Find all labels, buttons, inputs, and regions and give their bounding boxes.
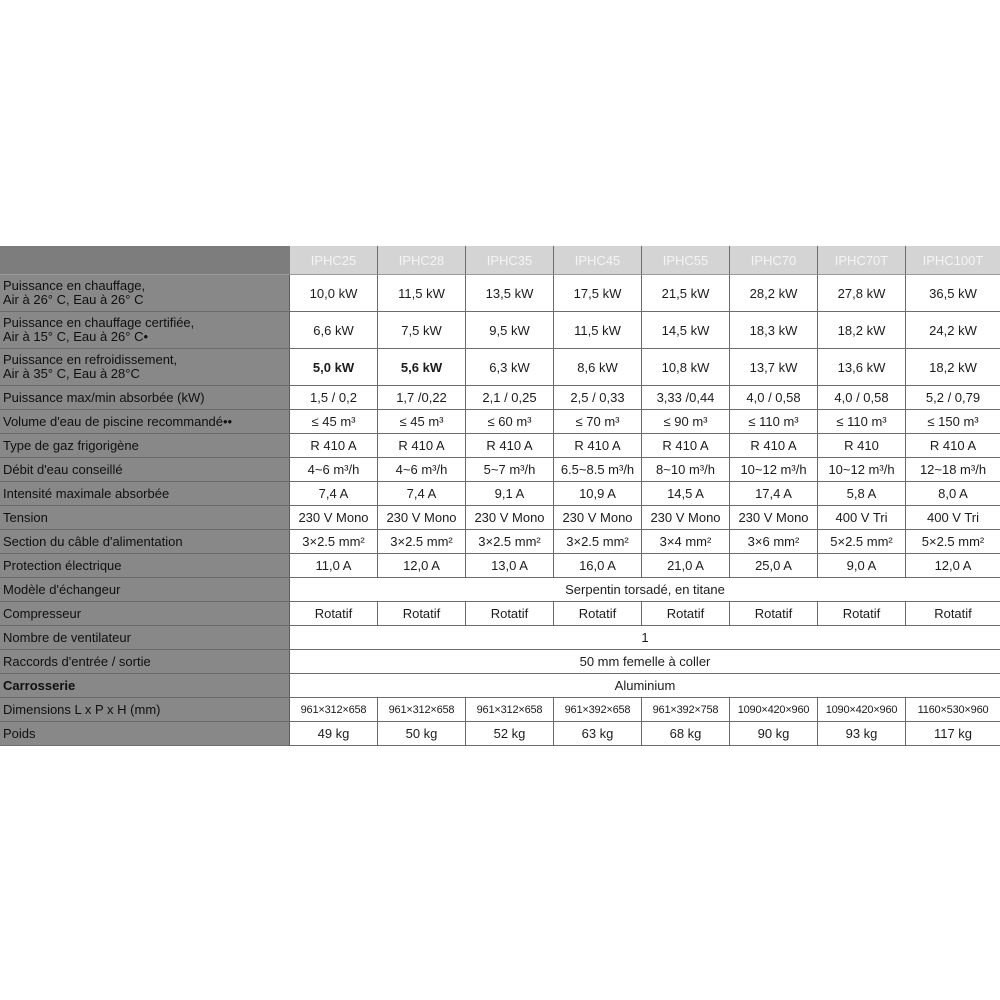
spec-value: 6.5~8.5 m³/h (554, 458, 642, 482)
spec-label-line: Compresseur (3, 605, 82, 621)
spec-value: ≤ 150 m³ (906, 410, 1000, 434)
spec-value: Rotatif (818, 602, 906, 626)
spec-value: 36,5 kW (906, 275, 1000, 312)
spec-label (0, 674, 290, 698)
spec-row (0, 458, 1000, 482)
spec-value-merged: 1 (290, 626, 1000, 650)
spec-row (0, 410, 1000, 434)
spec-value: 18,2 kW (906, 349, 1000, 386)
spec-value: 230 V Mono (466, 506, 554, 530)
spec-body (0, 275, 1000, 746)
spec-value: 13,0 A (466, 554, 554, 578)
spec-value: ≤ 70 m³ (554, 410, 642, 434)
spec-value: 5,8 A (818, 482, 906, 506)
spec-value: 7,4 A (378, 482, 466, 506)
spec-label (0, 386, 290, 410)
spec-label-line: Nombre de ventilateur (3, 629, 131, 645)
model-header: IPHC35 (466, 246, 554, 275)
spec-label-line: Section du câble d'alimentation (3, 533, 183, 549)
spec-value: 230 V Mono (378, 506, 466, 530)
spec-value: 8,6 kW (554, 349, 642, 386)
spec-value: 400 V Tri (906, 506, 1000, 530)
spec-value: 13,7 kW (730, 349, 818, 386)
spec-label-line: Air à 26° C, Eau à 26° C (3, 292, 144, 307)
spec-value: R 410 A (466, 434, 554, 458)
spec-value: 93 kg (818, 722, 906, 746)
spec-value: 63 kg (554, 722, 642, 746)
spec-value: Rotatif (642, 602, 730, 626)
spec-value: 5×2.5 mm² (818, 530, 906, 554)
spec-row (0, 602, 1000, 626)
spec-value: 3,33 /0,44 (642, 386, 730, 410)
spec-value: 9,5 kW (466, 312, 554, 349)
spec-value: 4~6 m³/h (290, 458, 378, 482)
model-header: IPHC28 (378, 246, 466, 275)
spec-value: R 410 A (554, 434, 642, 458)
spec-value: 2,5 / 0,33 (554, 386, 642, 410)
spec-row (0, 434, 1000, 458)
spec-label (0, 722, 290, 746)
spec-value: 21,0 A (642, 554, 730, 578)
spec-row (0, 482, 1000, 506)
spec-value: ≤ 45 m³ (290, 410, 378, 434)
spec-value: 230 V Mono (642, 506, 730, 530)
spec-value: 4~6 m³/h (378, 458, 466, 482)
spec-value: 10,9 A (554, 482, 642, 506)
spec-value: 4,0 / 0,58 (818, 386, 906, 410)
spec-label (0, 578, 290, 602)
spec-value: Rotatif (906, 602, 1000, 626)
spec-value: R 410 A (378, 434, 466, 458)
spec-value: 117 kg (906, 722, 1000, 746)
spec-row (0, 506, 1000, 530)
spec-label (0, 698, 290, 722)
spec-value: 5~7 m³/h (466, 458, 554, 482)
spec-value: 4,0 / 0,58 (730, 386, 818, 410)
spec-value: 1160×530×960 (906, 698, 1000, 722)
spec-label-line: Modèle d'échangeur (3, 581, 121, 597)
header-corner (0, 246, 290, 275)
spec-label (0, 602, 290, 626)
spec-value: R 410 (818, 434, 906, 458)
spec-value-merged: Serpentin torsadé, en titane (290, 578, 1000, 602)
spec-value: ≤ 45 m³ (378, 410, 466, 434)
spec-row (0, 698, 1000, 722)
spec-value: 3×2.5 mm² (378, 530, 466, 554)
model-header: IPHC25 (290, 246, 378, 275)
spec-label (0, 410, 290, 434)
spec-value: 3×4 mm² (642, 530, 730, 554)
spec-label-line: Dimensions L x P x H (mm) (3, 701, 161, 717)
spec-value: R 410 A (290, 434, 378, 458)
spec-value: 13,6 kW (818, 349, 906, 386)
spec-value: 11,0 A (290, 554, 378, 578)
spec-value: 961×392×758 (642, 698, 730, 722)
spec-value: Rotatif (730, 602, 818, 626)
spec-label (0, 530, 290, 554)
spec-value: 1,5 / 0,2 (290, 386, 378, 410)
spec-label (0, 458, 290, 482)
spec-value: ≤ 110 m³ (730, 410, 818, 434)
spec-value: 14,5 A (642, 482, 730, 506)
spec-label (0, 312, 290, 349)
spec-row (0, 626, 1000, 650)
spec-value: 400 V Tri (818, 506, 906, 530)
spec-value: 961×312×658 (466, 698, 554, 722)
spec-value: 12,0 A (906, 554, 1000, 578)
spec-value: 25,0 A (730, 554, 818, 578)
spec-value: ≤ 110 m³ (818, 410, 906, 434)
spec-label (0, 434, 290, 458)
spec-value: Rotatif (554, 602, 642, 626)
spec-label-line: Type de gaz frigorigène (3, 437, 139, 453)
model-header: IPHC55 (642, 246, 730, 275)
spec-value: 6,3 kW (466, 349, 554, 386)
spec-value: 28,2 kW (730, 275, 818, 312)
spec-value: 230 V Mono (554, 506, 642, 530)
spec-label-line: Tension (3, 509, 48, 525)
header-row (0, 246, 1000, 275)
spec-value: 21,5 kW (642, 275, 730, 312)
spec-row (0, 530, 1000, 554)
spec-value: 27,8 kW (818, 275, 906, 312)
spec-value: 68 kg (642, 722, 730, 746)
spec-value: 16,0 A (554, 554, 642, 578)
spec-value: 6,6 kW (290, 312, 378, 349)
spec-label-line: Air à 35° C, Eau à 28°C (3, 366, 140, 381)
spec-label-line: Intensité maximale absorbée (3, 485, 170, 501)
spec-value: 5,2 / 0,79 (906, 386, 1000, 410)
spec-label-line: Puissance en refroidissement, (3, 352, 178, 367)
spec-value: 12~18 m³/h (906, 458, 1000, 482)
spec-value: 8~10 m³/h (642, 458, 730, 482)
model-header: IPHC70T (818, 246, 906, 275)
spec-value: 17,4 A (730, 482, 818, 506)
spec-value: ≤ 60 m³ (466, 410, 554, 434)
model-header: IPHC70 (730, 246, 818, 275)
spec-value: 50 kg (378, 722, 466, 746)
spec-value: 9,0 A (818, 554, 906, 578)
spec-value: Rotatif (378, 602, 466, 626)
spec-value: 11,5 kW (378, 275, 466, 312)
spec-value: 49 kg (290, 722, 378, 746)
spec-label-line: Raccords d'entrée / sortie (3, 653, 151, 669)
spec-row (0, 386, 1000, 410)
spec-row (0, 722, 1000, 746)
spec-value: 7,5 kW (378, 312, 466, 349)
spec-value: 14,5 kW (642, 312, 730, 349)
spec-value: 5×2.5 mm² (906, 530, 1000, 554)
model-header: IPHC45 (554, 246, 642, 275)
spec-value: 7,4 A (290, 482, 378, 506)
spec-label (0, 554, 290, 578)
spec-value: R 410 A (642, 434, 730, 458)
spec-value: 1090×420×960 (818, 698, 906, 722)
spec-value: 17,5 kW (554, 275, 642, 312)
spec-value: 90 kg (730, 722, 818, 746)
spec-value: 230 V Mono (290, 506, 378, 530)
spec-value: 1090×420×960 (730, 698, 818, 722)
spec-row (0, 674, 1000, 698)
spec-value: 3×2.5 mm² (466, 530, 554, 554)
spec-value: 2,1 / 0,25 (466, 386, 554, 410)
spec-label-line: Air à 15° C, Eau à 26° C• (3, 329, 149, 344)
model-header: IPHC100T (906, 246, 1000, 275)
spec-value-merged: Aluminium (290, 674, 1000, 698)
spec-value: 961×312×658 (378, 698, 466, 722)
spec-value: 961×312×658 (290, 698, 378, 722)
spec-value: 8,0 A (906, 482, 1000, 506)
spec-value: 3×2.5 mm² (554, 530, 642, 554)
spec-label-line: Débit d'eau conseillé (3, 461, 123, 477)
spec-value: 5,0 kW (290, 349, 378, 386)
spec-label (0, 482, 290, 506)
spec-value: 230 V Mono (730, 506, 818, 530)
spec-value: 10~12 m³/h (818, 458, 906, 482)
spec-value: 10,0 kW (290, 275, 378, 312)
spec-label-line: Protection électrique (3, 557, 122, 573)
spec-row (0, 578, 1000, 602)
spec-row (0, 312, 1000, 349)
spec-row (0, 275, 1000, 312)
spec-label (0, 506, 290, 530)
spec-value: 1,7 /0,22 (378, 386, 466, 410)
spec-value: ≤ 90 m³ (642, 410, 730, 434)
spec-label (0, 349, 290, 386)
spec-value: 5,6 kW (378, 349, 466, 386)
spec-label-line: Puissance max/min absorbée (kW) (3, 389, 205, 405)
spec-table (0, 246, 1000, 746)
spec-label-line: Puissance en chauffage, (3, 278, 146, 293)
spec-value: 52 kg (466, 722, 554, 746)
spec-value-merged: 50 mm femelle à coller (290, 650, 1000, 674)
spec-value: 11,5 kW (554, 312, 642, 349)
spec-row (0, 650, 1000, 674)
spec-value: Rotatif (466, 602, 554, 626)
spec-value: R 410 A (730, 434, 818, 458)
spec-value: 10~12 m³/h (730, 458, 818, 482)
spec-value: 10,8 kW (642, 349, 730, 386)
spec-row (0, 349, 1000, 386)
spec-value: 961×392×658 (554, 698, 642, 722)
spec-value: 3×6 mm² (730, 530, 818, 554)
spec-label (0, 650, 290, 674)
spec-label-line: Carrosserie (3, 677, 76, 693)
spec-value: 9,1 A (466, 482, 554, 506)
spec-label-line: Volume d'eau de piscine recommandé•• (3, 413, 233, 429)
spec-label (0, 275, 290, 312)
spec-value: R 410 A (906, 434, 1000, 458)
spec-value: 18,2 kW (818, 312, 906, 349)
spec-label (0, 626, 290, 650)
spec-value: 3×2.5 mm² (290, 530, 378, 554)
spec-label-line: Puissance en chauffage certifiée, (3, 315, 195, 330)
spec-value: 12,0 A (378, 554, 466, 578)
spec-label-line: Poids (3, 725, 36, 741)
spec-value: 18,3 kW (730, 312, 818, 349)
spec-row (0, 554, 1000, 578)
spec-value: Rotatif (290, 602, 378, 626)
spec-value: 13,5 kW (466, 275, 554, 312)
spec-value: 24,2 kW (906, 312, 1000, 349)
